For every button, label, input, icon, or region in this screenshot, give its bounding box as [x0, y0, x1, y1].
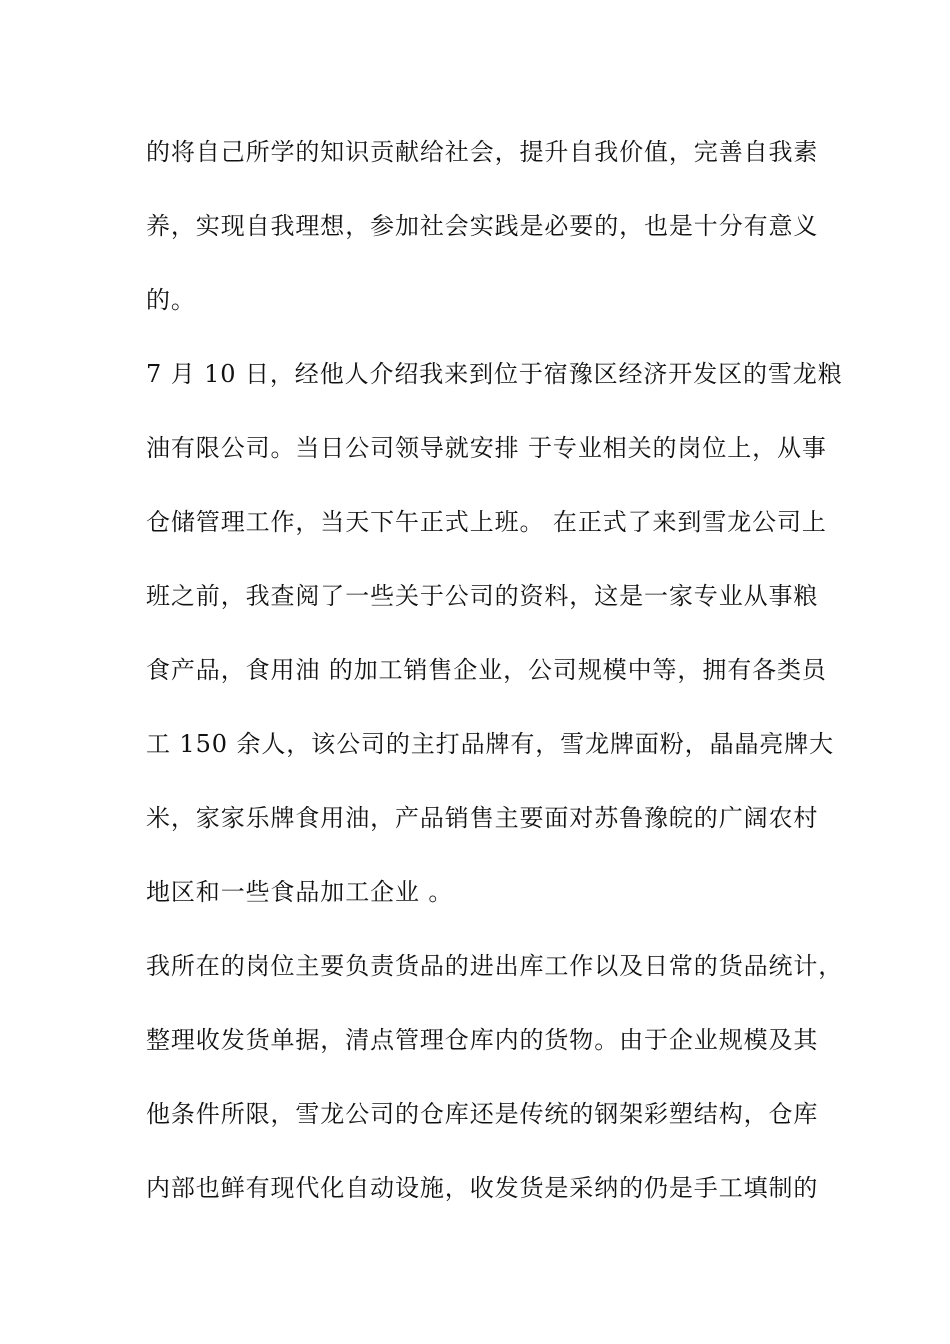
text-line: 班之前，我查阅了一些关于公司的资料，这是一家专业从事粮 — [146, 582, 819, 610]
text-line: 仓储管理工作，当天下午正式上班。 在正式了来到雪龙公司上 — [146, 508, 827, 536]
text-line: 地区和一些食品加工企业 。 — [146, 878, 454, 906]
text-line: 米，家家乐牌食用油，产品销售主要面对苏鲁豫皖的广阔农村 — [146, 804, 819, 832]
text-line: 食产品，食用油 的加工销售企业，公司规模中等，拥有各类员 — [146, 656, 827, 684]
text-line: 的将自己所学的知识贡献给社会，提升自我价值，完善自我素 — [146, 138, 819, 166]
text-line: 7 月 10 日，经他人介绍我来到位于宿豫区经济开发区的雪龙粮 — [146, 360, 843, 388]
text-line: 内部也鲜有现代化自动设施，收发货是采纳的仍是手工填制的 — [146, 1174, 819, 1202]
text-line: 养，实现自我理想，参加社会实践是必要的，也是十分有意义 — [146, 212, 819, 240]
text-line: 整理收发货单据，清点管理仓库内的货物。由于企业规模及其 — [146, 1026, 819, 1054]
text-line: 工 150 余人，该公司的主打品牌有，雪龙牌面粉，晶晶亮牌大 — [146, 730, 835, 758]
text-line: 的。 — [146, 286, 196, 314]
text-line: 我所在的岗位主要负责货品的进出库工作以及日常的货品统计， — [146, 952, 844, 980]
text-line: 他条件所限，雪龙公司的仓库还是传统的钢架彩塑结构，仓库 — [146, 1100, 819, 1128]
text-line: 油有限公司。当日公司领导就安排 于专业相关的岗位上，从事 — [146, 434, 827, 462]
